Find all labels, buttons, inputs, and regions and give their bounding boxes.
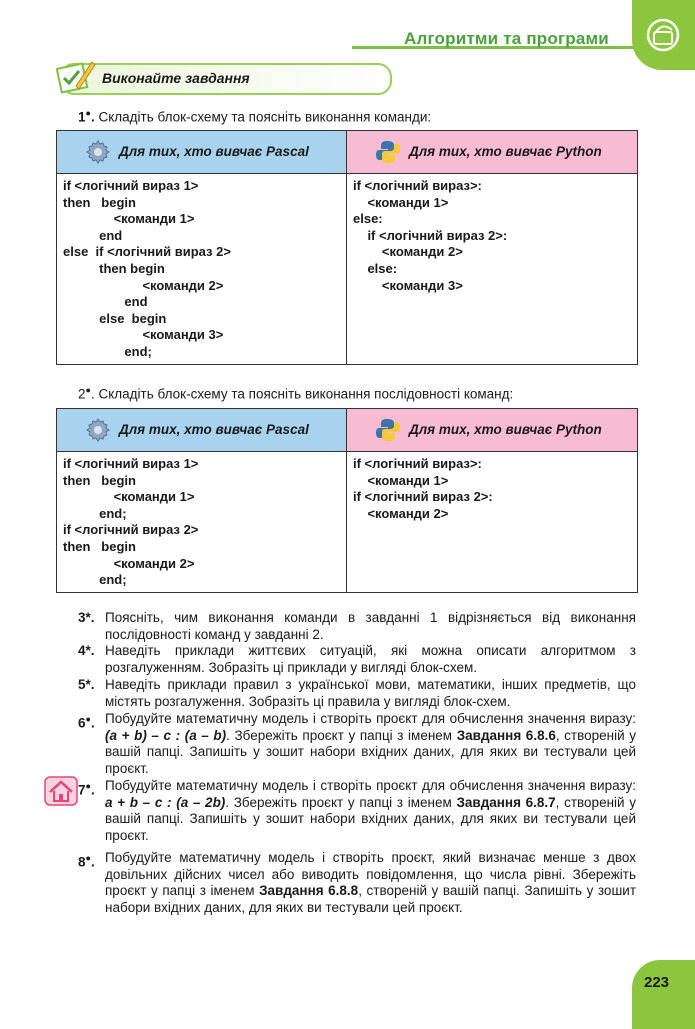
pascal-header [57,131,347,174]
question-1-text: Складіть блок-схему та поясніть виконання команди: [98,109,432,125]
pascal-code-2: if <логічний вираз 1> then begin <команди 1> end; if <логічний вираз 2> then begin <команди 2> end; [57,452,347,592]
python-code-1: if <логічний вираз>: <команди 1> else: if <логічний вираз 2>: <команди 2> else: <команди 3> [353,178,508,293]
question-2-text: Складіть блок-схему та поясніть виконання послідовності команд: [98,386,514,402]
task-5: 5*. Наведіть приклади правил з української мови, математики, інших предметів, що містять розгалуження. Зобразіть ці правила у вигляді блок-схем. [78,677,636,709]
question-1-number: 1 [78,109,86,125]
chapter-title: Алгоритми та програми [404,29,609,48]
question-1: 1●. Складіть блок-схему та поясніть виконання команди: [78,108,432,125]
task-7: 7●. Побудуйте математичну модель і створіть проєкт для обчислення значення виразу: a + b – c : (a – 2b). Збережіть проєкт у папці з іменем Завдання 6.8.7, створеній у вашій папці. Запишіть у зошит набори вхідних даних, для яких ви тестували цей проєкт. [78,778,636,843]
python-code-2: if <логічний вираз>: <команди 1> if <логічний вираз 2>: <команди 2> [353,456,493,521]
pascal-code-1: if <логічний вираз 1> then begin <команди 1> end else if <логічний вираз 2> then begin <команди 2> end else begin <команди 3> end; [57,174,347,364]
python-logo-icon [375,417,401,443]
task-3: 3*. Поясніть, чим виконання команди в завданні 1 відрізняється від виконання послідовності команд у завданні 2. [78,610,636,642]
checklist-pencil-icon [56,56,96,94]
table-2 [56,408,638,593]
pascal-header [57,409,347,452]
page-number-tab [632,960,695,1029]
python-header-label: Для тих, хто вивчає Python [409,422,602,437]
gear-icon [85,139,111,165]
pascal-header-label: Для тих, хто вивчає Pascal [119,422,309,437]
task-4: 4*. Наведіть приклади життєвих ситуацій, які можна описати алгоритмом з розгалуженням. Зобразіть ці приклади у вигляді блок-схем. [78,643,636,675]
home-task-icon [44,776,78,806]
question-2: 2●. Складіть блок-схему та поясніть виконання послідовності команд: [78,385,514,402]
python-header [347,131,637,174]
chapter-tab [632,0,695,70]
python-header [347,409,637,452]
task-8: 8●. Побудуйте математичну модель і створіть проєкт, який визначає менше з двох довільних дійсних чисел або виводить повідомлення, що числа рівні. Збережіть проєкт у папці з іменем Завдання 6.8.8, створеній у вашій папці. Запишіть у зошит набори вхідних даних, для яких ви тестували цей проєкт. [78,850,636,915]
banner-label: Виконайте завдання [102,70,250,86]
pascal-header-label: Для тих, хто вивчає Pascal [119,144,309,159]
gear-icon [85,417,111,443]
question-2-number: 2 [78,386,86,402]
python-header-label: Для тих, хто вивчає Python [409,144,602,159]
task-6: 6●. Побудуйте математичну модель і створіть проєкт для обчислення значення виразу: (a + b) – c : (a – b). Збережіть проєкт у папці з іменем Завдання 6.8.6, створеній у вашій папці. Запишіть у зошит набори вхідних даних, для яких ви тестували цей проєкт. [78,711,637,776]
algorithm-icon [646,18,680,52]
table-1 [56,130,638,365]
python-logo-icon [375,139,401,165]
tasks-banner [60,63,392,95]
page-number: 223 [644,974,670,991]
